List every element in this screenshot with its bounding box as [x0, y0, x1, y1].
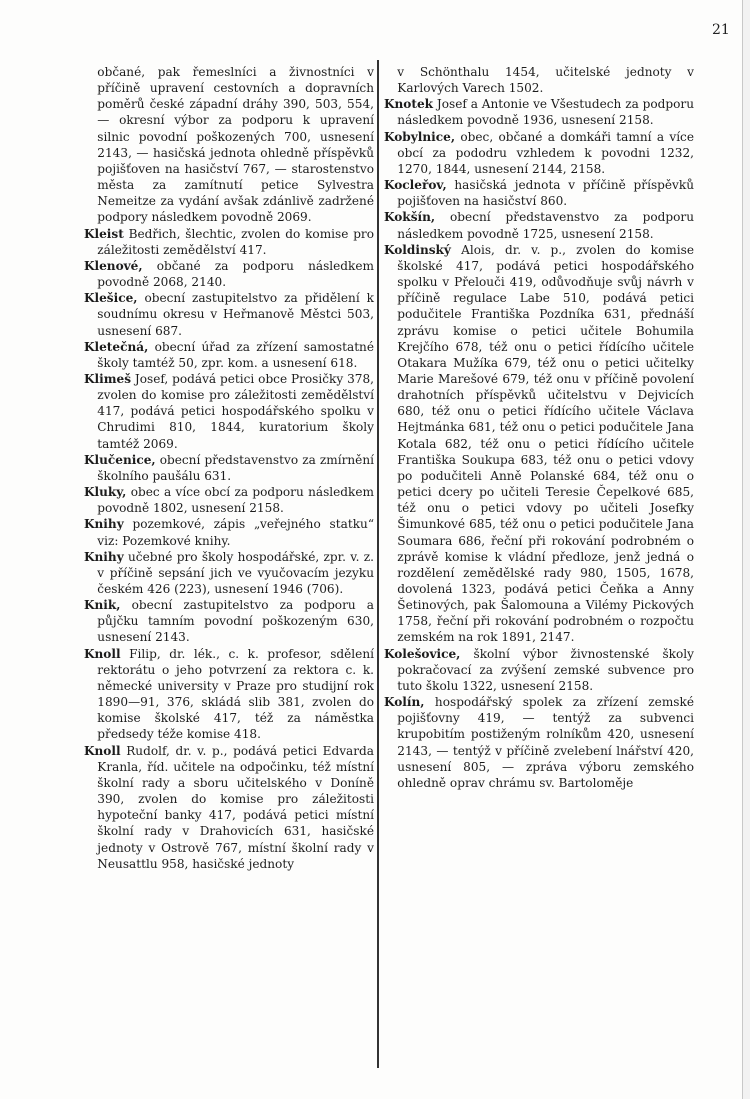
entry-text: Josef a Antonie ve Všestudech za podporu následkem povodně 1936, usnesení 2158. — [397, 97, 694, 128]
index-entry — [84, 646, 374, 743]
entry-headword: Kokšín, — [384, 210, 436, 225]
entry-headword: Kleist — [84, 226, 124, 241]
index-entry — [384, 646, 694, 694]
column-divider — [377, 60, 379, 1068]
entry-headword: Klimeš — [84, 371, 131, 386]
page-number: 21 — [712, 22, 730, 38]
index-entry — [384, 96, 694, 128]
entry-text: obecní představenstvo za podporu následkem povodně 1725, usnesení 2158. — [397, 210, 694, 241]
entry-text: Filip, dr. lék., c. k. profesor, sdělení rektorátu o jeho potvrzení za rektora c. k. německé university v Praze pro studijní rok 1890—91, 376, skládá slib 381, zvolen do komise školské 417, též za náměstka předsedy téže komise 418. — [97, 646, 374, 742]
entry-text: obecní úřad za zřízení samostatné školy tamtéž 50, zpr. kom. a usnesení 618. — [97, 339, 374, 370]
entry-headword: Klučenice, — [84, 452, 156, 467]
index-entry — [84, 516, 374, 548]
entry-text: Rudolf, dr. v. p., podává petici Edvarda Kranla, říd. učitele na odpočinku, též místní školní rady a sboru učitelského v Doníně 390, zvolen do komise pro záležitosti hypoteční banky 417, podává petici místní školní rady v Drahovicích 631, hasičské jednoty v Ostrově 767, místní školní rady v Neusattlu 958, hasičské jednoty — [97, 743, 374, 871]
index-entry — [84, 743, 374, 872]
entry-text: školní výbor živnostenské školy pokračovací za zvýšení zemské subvence pro tuto školu 1322, usnesení 2158. — [397, 646, 694, 693]
entry-headword: Kolešovice, — [384, 646, 461, 661]
entry-text: občané, pak řemeslníci a živnostníci v příčině upravení cestovních a dopravních poměrů české západní dráhy 390, 503, 554, — okresní výbor za podporu k upravení silnic povodní poškozených 700, usnesení 2143, — hasičská jednota ohledně příspěvků pojišťoven na hasičství 767, — starostenstvo města za zamítnutí petice Sylvestra Nemeitze za vydání avšak zdánlivě zadržené podpory následkem povodně 2069. — [97, 65, 374, 225]
index-entry — [384, 64, 694, 96]
index-entry — [384, 209, 694, 241]
index-entry — [384, 177, 694, 209]
entry-headword: Kobylnice, — [384, 129, 456, 144]
entry-text: v Schönthalu 1454, učitelské jednoty v Karlových Varech 1502. — [397, 65, 694, 96]
index-entry — [384, 694, 694, 791]
left-column — [84, 64, 374, 872]
entry-headword: Klenové, — [84, 258, 143, 273]
entry-text: obecní zastupitelstvo za přidělení k soudnímu okresu v Heřmanově Městci 503, usnesení 687. — [97, 291, 374, 338]
entry-text: pozemkové, zápis „veřejného statku“ viz: Pozemkové knihy. — [97, 517, 374, 548]
entry-headword: Knoll — [84, 743, 121, 758]
entry-text: obecní zastupitelstvo za podporu a půjčku tamním povodní poškozeným 630, usnesení 2143. — [97, 598, 374, 645]
entry-text: Bedřich, šlechtic, zvolen do komise pro záležitosti zemědělství 417. — [97, 226, 374, 257]
entry-headword: Klešice, — [84, 291, 138, 306]
index-entry — [84, 339, 374, 371]
entry-headword: Knotek — [384, 97, 434, 112]
page-edge — [742, 0, 750, 1099]
entry-headword: Kletečná, — [84, 339, 149, 354]
index-entry — [84, 226, 374, 258]
index-entry — [384, 129, 694, 177]
entry-text: obecní představenstvo za zmírnění školního paušálu 631. — [97, 452, 374, 483]
index-entry — [84, 64, 374, 226]
entry-text: obec a více obcí za podporu následkem povodně 1802, usnesení 2158. — [97, 485, 374, 516]
entry-text: obec, občané a domkáři tamní a více obcí za pododru vzhledem k povodni 1232, 1270, 1844, usnesení 2144, 2158. — [397, 129, 694, 176]
index-entry — [384, 242, 694, 646]
index-entry — [84, 371, 374, 452]
entry-text: občané za podporu následkem povodně 2068, 2140. — [97, 258, 374, 290]
index-entry — [84, 452, 374, 484]
entry-text: hospodářský spolek za zřízení zemské pojišťovny 419, — tentýž za subvenci krupobitím postiženým rolníkům 420, usnesení 2143, — tentýž v příčině zvelebení lnářství 420, usnesení 805, — zpráva výboru zemského ohledně oprav chrámu sv. Bartoloměje — [397, 695, 694, 790]
entry-text: učebné pro školy hospodářské, zpr. v. z. v příčině sepsání jich ve vyučovacím jezyku českém 426 (223), usnesení 1946 (706). — [97, 549, 374, 596]
entry-headword: Koldinský — [384, 242, 451, 257]
entry-headword: Kocleřov, — [384, 178, 447, 193]
entry-headword: Knoll — [84, 646, 121, 661]
entry-headword: Kluky, — [84, 485, 127, 500]
index-entry — [84, 290, 374, 338]
index-entry — [84, 258, 374, 290]
entry-headword: Knihy — [84, 549, 124, 564]
entry-headword: Knihy — [84, 517, 124, 532]
index-entry — [84, 597, 374, 645]
index-entry — [84, 549, 374, 597]
right-column — [384, 64, 694, 791]
entry-headword: Knik, — [84, 598, 121, 613]
entry-text: hasičská jednota v příčině příspěvků pojišťoven na hasičství 860. — [397, 178, 694, 209]
index-entry — [84, 484, 374, 516]
entry-text: Alois, dr. v. p., zvolen do komise školské 417, podává petici hospodářského spolku v Přelouči 419, odůvodňuje svůj návrh v příčině regulace Labe 510, podává petici podučitele Františka Pozdníka 631, přednáší zprávu komise o petici učitele Bohumila Krejčího 678, též onu o petici řídícího učitele Otakara Mužíka 679, též onu o petici učitelky Marie Marešové 679, též onu v příčině povolení drahotních příspěvků učitelstvu v Dejvicích 680, též onu o petici řídícího učitele Václava Hejtmánka 681, též onu o petici podučitele Jana Kotala 682, též onu o petici řídícího učitele Františka Soukupa 683, též onu o petici vdovy po podučiteli Anně Polanské 684, též onu o petici dcery po učiteli Teresie Čepelkové 685, též onu o petici vdovy po učiteli Josefky Šimunkové 685, též onu o petici podučitele Jana Soumara 686, řeční při rokování podrobném o zprávě komise k vládní předloze, jenž jedná o rozdělení zemědělské rady 980, 1505, 1678, dovolená 1323, podává petici Čeňka a Anny Šetinových, pak Šalomouna a Vilémy Pickových 1758, řeční při rokování podrobném o rozpočtu zemském na rok 1891, 2147. — [397, 242, 694, 645]
entry-text: Josef, podává petici obce Prosičky 378, zvolen do komise pro záležitosti zemědělství 417, podává petici hospodářského spolku v Chrudimi 810, 1844, kuratorium školy tamtéž 2069. — [97, 371, 374, 451]
entry-headword: Kolín, — [384, 695, 425, 710]
